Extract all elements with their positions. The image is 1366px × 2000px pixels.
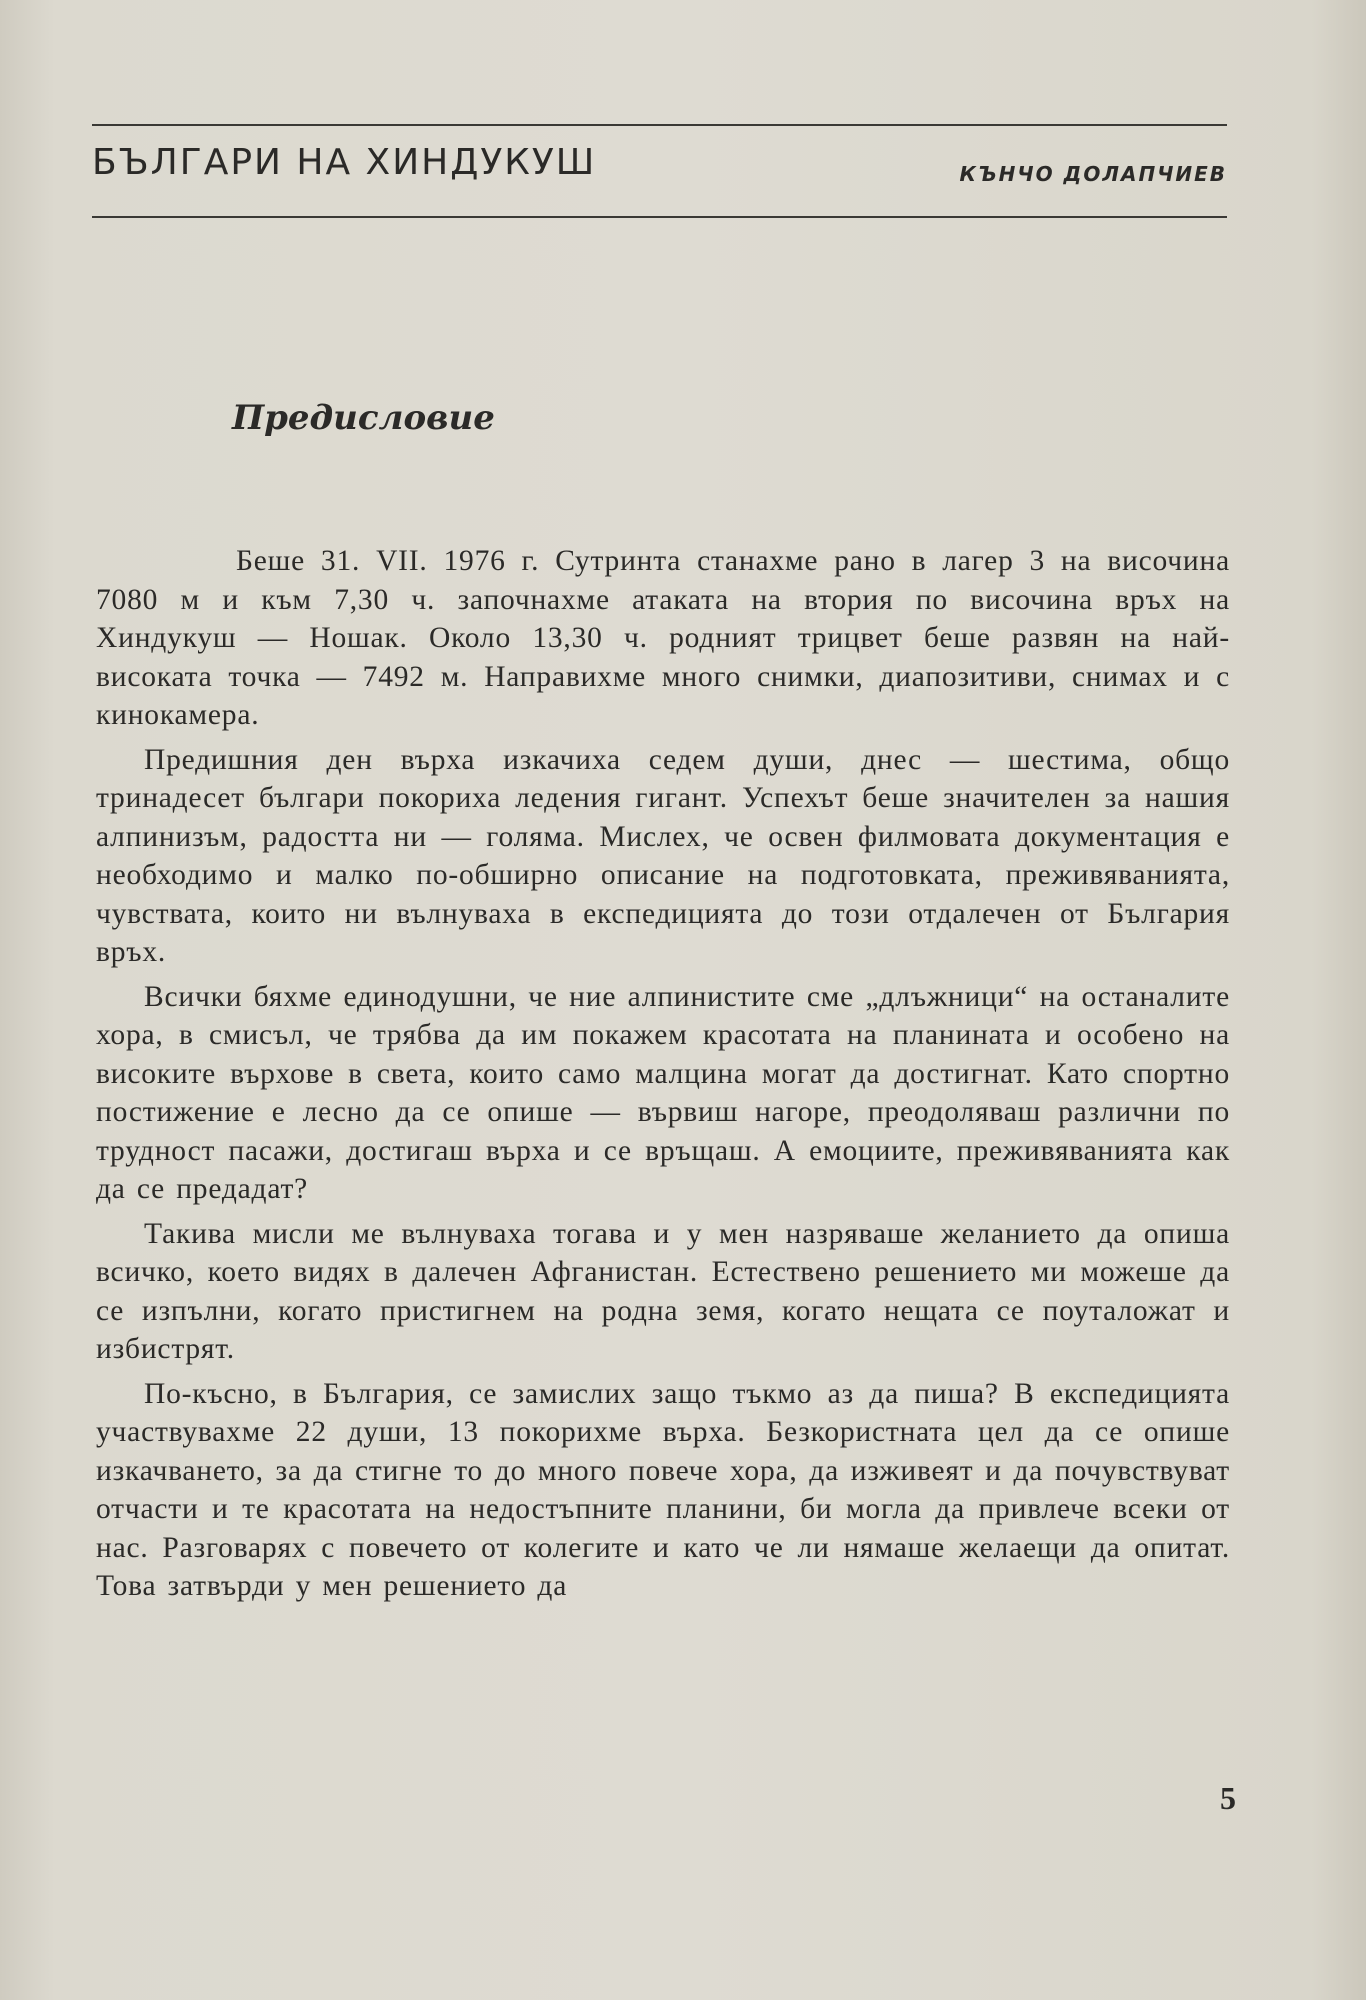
header-top-rule (92, 124, 1227, 126)
section-title: Предисловие (232, 398, 495, 438)
paragraph: Предишния ден върха изкачиха седем души, днес — шестима, общо тринадесет българи покориха ледения гигант. Успехът беше значителен за нашия алпинизъм, радостта ни — голяма. Мислех, че освен филмовата документация е необходимо и малко по-обширно описание на подготовката, преживяванията, чувствата, които ни вълнуваха в експедицията до този отдалечен от България връх. (96, 743, 1230, 968)
paragraph: По-късно, в България, се замислих защо тъкмо аз да пиша? В експедицията участвувахме 22 души, 13 покорихме върха. Безкористната цел да се опише изкачването, за да стигне то до много повече хора, да изживеят и да почувствуват отчасти и те красотата на недостъпните планини, би могла да привлече всеки от нас. Разговарях с повечето от колегите и като че ли нямаше желаещи да опитат. Това затвърди у мен решението да (96, 1377, 1230, 1602)
book-title: БЪЛГАРИ НА ХИНДУКУШ (92, 142, 597, 183)
page-number: 5 (1220, 1780, 1236, 1816)
paragraph: Всички бяхме единодушни, че ние алпинистите сме „длъжници“ на останалите хора, в смисъл, че трябва да им покажем красотата на планината и особено на високите върхове в света, които само малцина могат да достигнат. Като спортно постижение е лесно да се опише — вървиш нагоре, преодоляваш различни по трудност пасажи, достигаш върха и се връщаш. А емоциите, преживяванията как да се предадат? (96, 980, 1230, 1205)
body-text (96, 542, 1230, 1612)
paragraph: Беше 31. VII. 1976 г. Сутринта станахме рано в лагер 3 на височина 7080 м и към 7,30 ч. започнахме атаката на втория по височина връх на Хиндукуш — Ношак. Около 13,30 ч. родният трицвет беше развян на най-високата точка — 7492 м. Направихме много снимки, диапозитиви, снимах и с кинокамера. (96, 545, 1230, 731)
running-header (92, 124, 1227, 220)
header-bottom-rule (92, 216, 1227, 218)
author-name: КЪНЧО ДОЛАПЧИЕВ (959, 162, 1227, 186)
paragraph: Такива мисли ме вълнуваха тогава и у мен назряваше желанието да опиша всичко, което видях в далечен Афганистан. Естествено решението ми можеше да се изпълни, когато пристигнем на родна земя, когато нещата се поуталожат и избистрят. (96, 1217, 1230, 1365)
